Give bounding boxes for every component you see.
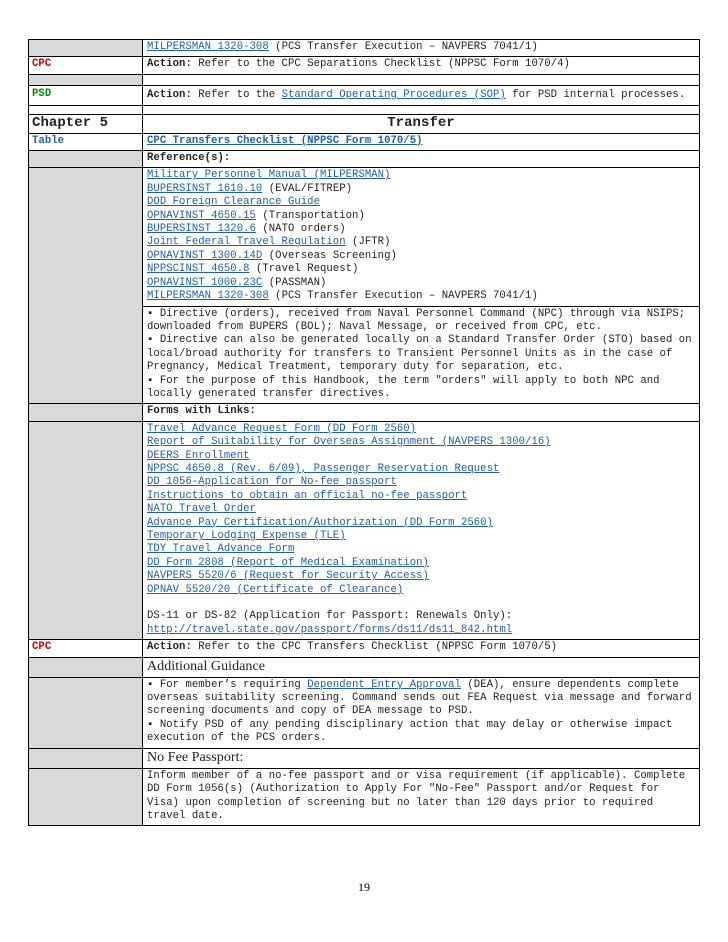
action-label: Action: bbox=[147, 88, 192, 101]
ds-form-link[interactable]: http://travel.state.gov/passport/forms/ds11/ds11_842.html bbox=[147, 623, 513, 636]
left-cell bbox=[29, 133, 143, 150]
directive-bullet: ▪ Directive can also be generated locally on a Standard Transfer Order (STO) based on local/broad authority for transfers to Transient Personnel Units as in the case of Pregnancy, Medical Treatment, temporary duty for separation, etc. bbox=[147, 334, 692, 374]
form-link[interactable]: Advance Pay Certification/Authorization (DD Form 2560) bbox=[147, 516, 493, 529]
row-nofee-header bbox=[29, 748, 700, 768]
form-link[interactable]: DD Form 2808 (Report of Medical Examination) bbox=[147, 556, 429, 569]
row-spacer bbox=[29, 74, 700, 85]
reference-item bbox=[147, 183, 695, 196]
ds-form-text: DS-11 or DS-82 (Application for Passport: Renewals Only): bbox=[147, 610, 513, 623]
reference-desc: (Overseas Screening) bbox=[262, 249, 397, 262]
dea-link[interactable]: Dependent Entry Approval bbox=[307, 678, 461, 691]
no-fee-passport-text: Inform member of a no-fee passport and or visa requirement (if applicable). Complete DD Form 1056(s) (Authorization to Apply For "No-Fee" Passport and/or Request for Visa) upon completion of screening but no later than 120 days prior to required travel date. bbox=[143, 768, 700, 826]
reference-link[interactable]: Military Personnel Manual (MILPERSMAN) bbox=[147, 169, 391, 182]
action-label: Action: bbox=[147, 58, 192, 71]
action-label: Action: bbox=[147, 641, 192, 654]
right-cell bbox=[143, 133, 700, 150]
handbook-table bbox=[28, 39, 700, 826]
row-additional bbox=[29, 677, 700, 748]
cpc-label: CPC bbox=[32, 641, 52, 654]
additional-guidance-list bbox=[143, 677, 700, 748]
guidance-text: ▪ For member’s requiring bbox=[147, 678, 308, 691]
row-psd bbox=[29, 85, 700, 105]
row-references bbox=[29, 168, 700, 306]
reference-link[interactable]: NPPSCINST 4650.8 bbox=[147, 263, 250, 276]
right-cell-empty bbox=[143, 74, 700, 85]
forms-list bbox=[143, 421, 700, 640]
checklist-title-link[interactable]: CPC Transfers Checklist (NPPSC Form 1070/5) bbox=[147, 134, 423, 147]
left-cell-empty bbox=[29, 768, 143, 826]
reference-link[interactable]: BUPERSINST 1610.10 bbox=[147, 182, 263, 195]
row-reference-header bbox=[29, 151, 700, 168]
row-table bbox=[29, 133, 700, 150]
reference-item bbox=[147, 277, 695, 290]
chapter-label: Chapter 5 bbox=[29, 115, 143, 133]
sop-link[interactable]: Standard Operating Procedures (SOP) bbox=[281, 88, 506, 101]
milpersman-link[interactable]: MILPERSMAN 1320-308 bbox=[147, 41, 269, 53]
left-cell bbox=[29, 640, 143, 657]
form-link[interactable]: OPNAV 5520/20 (Certificate of Clearance) bbox=[147, 583, 404, 596]
action-text: Refer to the CPC Separations Checklist (NPPSC Form 1070/4) bbox=[191, 58, 570, 71]
left-cell-empty bbox=[29, 404, 143, 421]
reference-link[interactable]: OPNAVINST 4650.15 bbox=[147, 209, 256, 222]
reference-link[interactable]: MILPERSMAN 1320-308 bbox=[147, 290, 269, 303]
left-cell-empty bbox=[29, 168, 143, 404]
directive-bullet: ▪ Directive (orders), received from Naval Personnel Command (NPC) through via NSIPS; downloaded from BUPERS (BOL); Naval Message, or received from CPC, etc. bbox=[147, 307, 686, 333]
form-link[interactable]: Instructions to obtain an official no-fee passport bbox=[147, 489, 468, 502]
left-cell-empty bbox=[29, 748, 143, 768]
row-forms bbox=[29, 421, 700, 640]
reference-item bbox=[147, 210, 695, 223]
action-text-pre: Refer to the bbox=[191, 88, 282, 101]
reference-desc: (EVAL/FITREP) bbox=[262, 182, 353, 195]
left-cell-empty bbox=[29, 151, 143, 168]
left-cell-empty bbox=[29, 677, 143, 748]
right-cell-empty bbox=[143, 106, 700, 115]
reference-list bbox=[143, 168, 700, 306]
reference-item bbox=[147, 250, 695, 263]
left-cell-empty bbox=[29, 74, 143, 85]
reference-link[interactable]: OPNAVINST 1000.23C bbox=[147, 276, 263, 289]
milpersman-desc: (PCS Transfer Execution – NAVPERS 7041/1) bbox=[268, 41, 538, 53]
reference-desc: (JFTR) bbox=[345, 236, 391, 249]
row-nofee bbox=[29, 768, 700, 826]
directive-bullet: ▪ For the purpose of this Handbook, the term "orders" will apply to both NPC and locally generated transfer directives. bbox=[147, 374, 660, 400]
page-number: 19 bbox=[358, 880, 370, 894]
row-milpersman-top bbox=[29, 40, 700, 57]
reference-desc: (PASSMAN) bbox=[262, 276, 327, 289]
reference-desc: (NATO orders) bbox=[255, 223, 346, 236]
no-fee-passport-header: No Fee Passport: bbox=[143, 748, 700, 768]
chapter-title: Transfer bbox=[143, 115, 700, 133]
form-link[interactable]: Report of Suitability for Overseas Assignment (NAVPERS 1300/16) bbox=[147, 436, 551, 449]
form-link[interactable]: NAVPERS 5520/6 (Request for Security Access) bbox=[147, 570, 429, 583]
row-cpc-transfers bbox=[29, 640, 700, 657]
form-link[interactable]: TDY Travel Advance Form bbox=[147, 543, 295, 556]
right-cell bbox=[143, 85, 700, 105]
guidance-bullet: ▪ Notify PSD of any pending disciplinary action that may delay or otherwise impact execution of the PCS orders. bbox=[147, 718, 673, 745]
document-page bbox=[28, 39, 700, 826]
form-link[interactable]: DEERS Enrollment bbox=[147, 449, 250, 462]
reference-item bbox=[147, 290, 695, 303]
forms-header: Forms with Links: bbox=[143, 404, 700, 421]
reference-header: Reference(s): bbox=[143, 151, 700, 168]
reference-link[interactable]: Joint Federal Travel Regulation bbox=[147, 236, 346, 249]
reference-link[interactable]: BUPERSINST 1320.6 bbox=[147, 223, 256, 236]
reference-item bbox=[147, 236, 695, 249]
reference-link[interactable]: OPNAVINST 1300.14D bbox=[147, 249, 263, 262]
left-cell-empty bbox=[29, 106, 143, 115]
left-cell-empty bbox=[29, 421, 143, 640]
form-link[interactable]: Travel Advance Request Form (DD Form 2560) bbox=[147, 422, 417, 435]
table-label: Table bbox=[32, 134, 65, 147]
action-text-post: for PSD internal processes. bbox=[505, 88, 686, 101]
reference-link[interactable]: DOD Foreign Clearance Guide bbox=[147, 196, 320, 209]
row-spacer bbox=[29, 106, 700, 115]
right-cell bbox=[143, 57, 700, 74]
action-text: Refer to the CPC Transfers Checklist (NPPSC Form 1070/5) bbox=[191, 641, 558, 654]
blank-line bbox=[147, 597, 695, 610]
form-link[interactable]: NPPSC 4650.8 (Rev. 6/09), Passenger Reservation Request bbox=[147, 462, 500, 475]
row-forms-header bbox=[29, 404, 700, 421]
guidance-text: (DEA), ensure dependents complete overseas suitability screening. Command sends out FEA Request via message and forward screening documents and copy of DEA message to PSD. bbox=[147, 678, 692, 718]
reference-desc: (Travel Request) bbox=[249, 263, 359, 276]
directive-list bbox=[143, 306, 700, 404]
left-cell bbox=[29, 57, 143, 74]
row-chapter bbox=[29, 115, 700, 133]
reference-desc: (Transportation) bbox=[255, 209, 365, 222]
form-link[interactable]: Temporary Lodging Expense (TLE) bbox=[147, 530, 346, 542]
reference-item bbox=[147, 169, 695, 182]
form-link[interactable]: NATO Travel Order bbox=[147, 503, 256, 516]
left-cell-empty bbox=[29, 40, 143, 57]
form-link[interactable]: DD 1056-Application for No-fee passport bbox=[147, 476, 397, 489]
psd-label: PSD bbox=[32, 88, 52, 101]
reference-desc: (PCS Transfer Execution – NAVPERS 7041/1) bbox=[268, 290, 538, 303]
left-cell-empty bbox=[29, 657, 143, 677]
additional-guidance-header: Additional Guidance bbox=[143, 657, 700, 677]
reference-item bbox=[147, 223, 695, 236]
cpc-label: CPC bbox=[32, 58, 52, 71]
right-cell bbox=[143, 640, 700, 657]
right-cell bbox=[143, 40, 700, 57]
row-cpc-separations bbox=[29, 57, 700, 74]
left-cell bbox=[29, 85, 143, 105]
row-additional-header bbox=[29, 657, 700, 677]
reference-item bbox=[147, 263, 695, 276]
guidance-bullet bbox=[147, 679, 695, 719]
reference-item bbox=[147, 196, 695, 209]
